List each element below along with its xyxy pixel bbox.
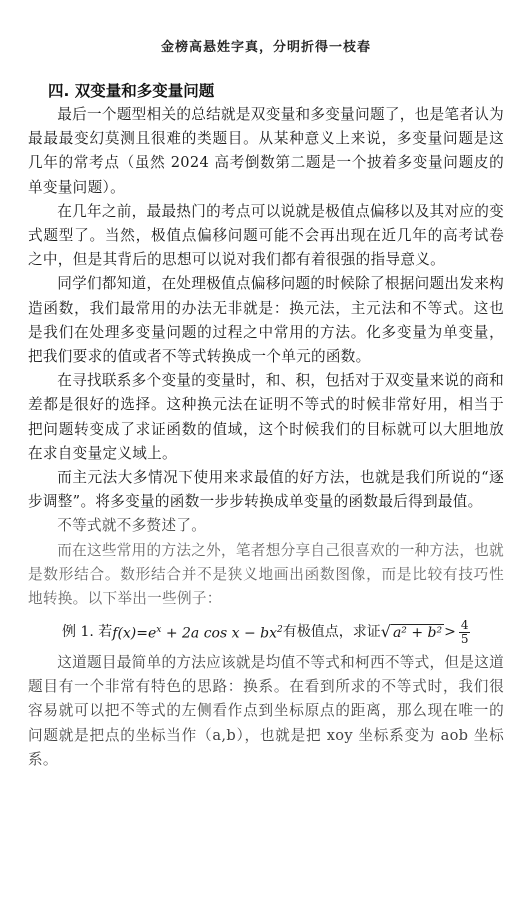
paragraph-1: 最后一个题型相关的总结就是双变量和多变量问题了，也是笔者认为最最最变幻莫测且很难的类题目。从某种意义上来说，多变量问题是这几年的常考点（虽然 2024 高考倒数第二题是一个披着多变量问题皮的单变量问题）。 xyxy=(28,106,505,196)
paragraph-6: 不等式就不多赘述了。 xyxy=(57,517,207,535)
paragraph-4: 在寻找联系多个变量的变量时，和、积，包括对于双变量来说的商和差都是很好的选择。这种换元法在证明不等式的时候非常好用，相当于把问题转变成了求证函数的值域，这个时候我们的目标就可以大胆地放在求自变量定义域上。 xyxy=(28,372,505,462)
paragraph-2: 在几年之前，最最热门的考点可以说就是极值点偏移以及其对应的变式题型了。当然，极值点偏移问题可能不会再出现在近几年的高考试卷之中，但是其背后的思想可以说对我们都有着很强的指导意义。 xyxy=(28,202,505,269)
example-function: $f(x)=e^x + 2a$ $\cos x - bx^2$ xyxy=(112,625,283,642)
section-title: 四. 双变量和多变量问题 xyxy=(48,82,215,100)
example-label: 例 1. 若 xyxy=(62,624,113,641)
page-header: 金榜高悬姓字真，分明折得一枝春 xyxy=(160,40,371,55)
paragraph-5: 而主元法大多情况下使用来求最值的好方法，也就是我们所说的“逐步调整”。将多变量的函数一步步转换成单变量的函数最后得到最值。 xyxy=(28,469,504,511)
example-mid-text: 有极值点，求证 xyxy=(282,624,381,641)
paragraph-closing: 这道题目最简单的方法应该就是均值不等式和柯西不等式，但是这道题目有一个非常有特色的思路：换系。在看到所求的不等式时，我们很容易就可以把不等式的左侧看作点到坐标原点的距离，那么现在唯一的问题就是把点的坐标当作（a,b），也就是把 xoy 坐标系变为 aob 坐标系。 xyxy=(28,653,505,768)
paragraph-3: 同学们都知道，在处理极值点偏移问题的时候除了根据问题出发来构造函数，我们最常用的办法无非就是：换元法，主元法和不等式。这也是我们在处理多变量问题的过程之中常用的方法。化多变量为单变量，把我们要求的值或者不等式转换成一个单元的函数。 xyxy=(28,275,505,366)
example-1 xyxy=(62,615,504,649)
greater-than: > xyxy=(444,624,456,641)
fraction: $\frac{4}{5}$ xyxy=(460,617,469,646)
sqrt-icon: √ xyxy=(380,621,391,641)
paragraph-7: 而在这些常用的方法之外，笔者想分享自己很喜欢的一种方法，也就是数形结合。数形结合并不是狭义地画出函数图像，而是比较有技巧性地转换。以下举出一些例子： xyxy=(28,541,505,608)
sqrt-expression: √ a² + b² xyxy=(380,621,443,641)
